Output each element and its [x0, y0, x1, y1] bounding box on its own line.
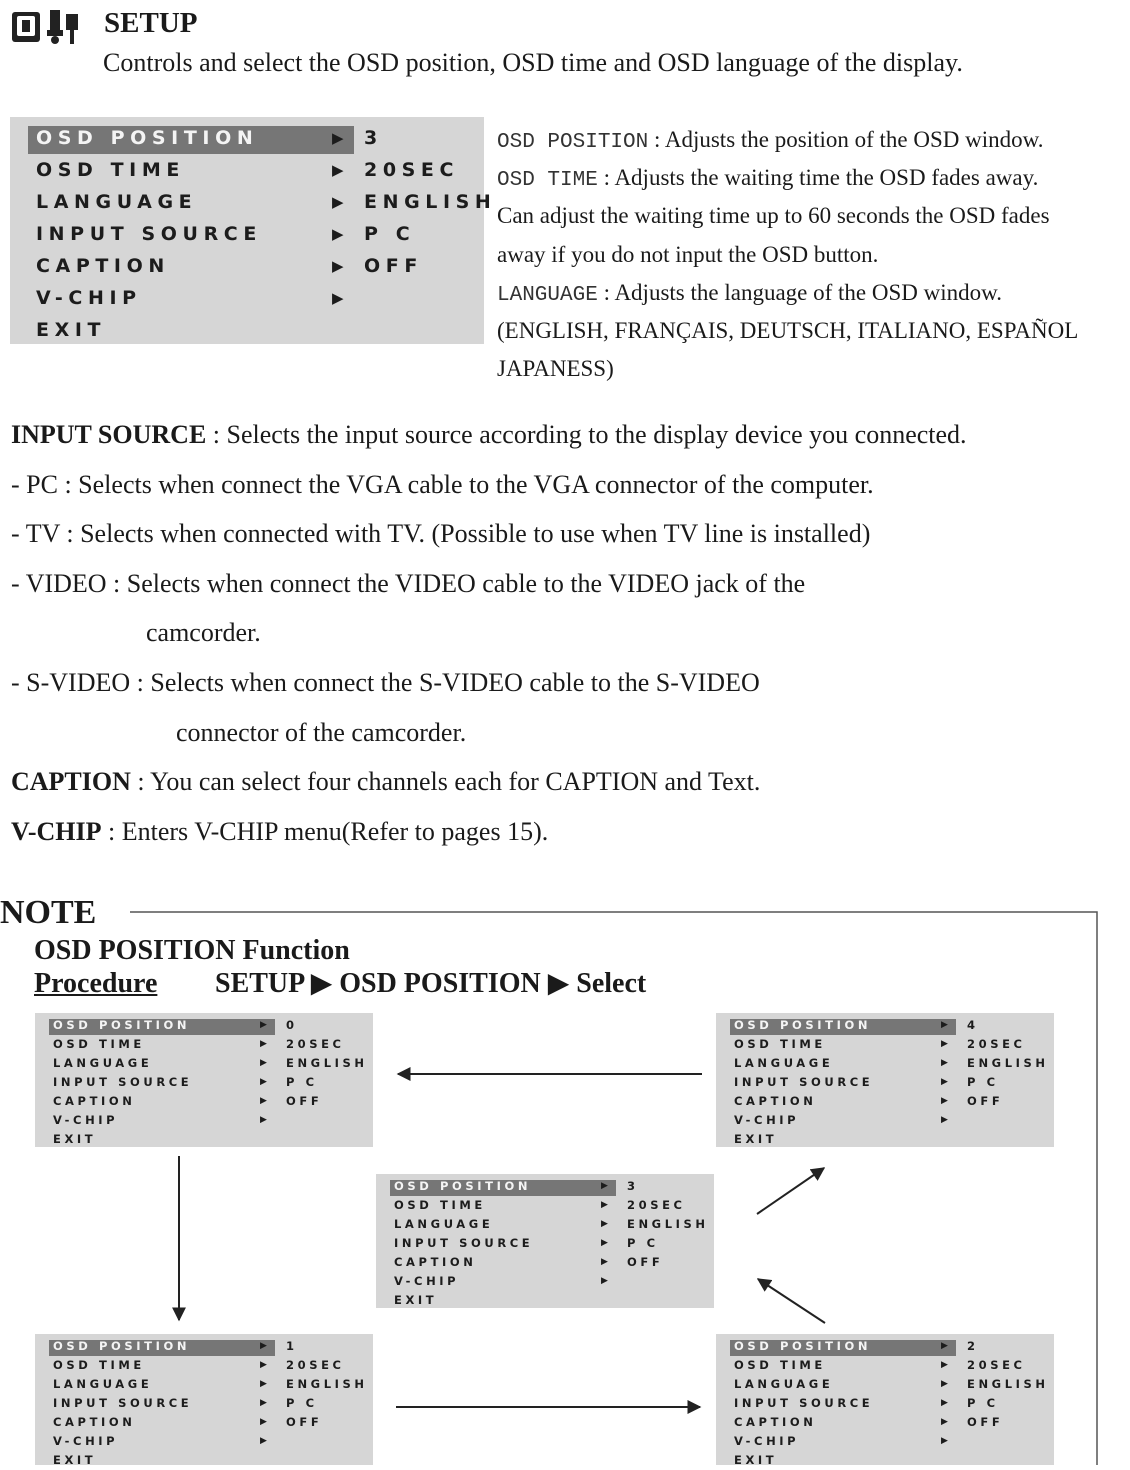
osd-menu-value: ENGLISH: [627, 1217, 709, 1231]
osd-menu-row[interactable]: [35, 1016, 373, 1035]
svideo-paragraph-line-2: connector of the camcorder.: [176, 718, 467, 747]
osd-menu-value: ENGLISH: [967, 1056, 1049, 1070]
osd-menu-value: 4: [967, 1018, 979, 1032]
osd-menu-row[interactable]: [716, 1337, 1054, 1356]
submenu-arrow-icon: ▶: [941, 1115, 948, 1125]
osd-menu-row[interactable]: [35, 1035, 373, 1054]
submenu-arrow-icon: ▶: [601, 1219, 608, 1229]
pc-paragraph: - PC : Selects when connect the VGA cable to the VGA connector of the computer.: [11, 470, 874, 499]
osd-menu-label: OSD POSITION: [53, 1018, 191, 1032]
osd-menu-label: CAPTION: [36, 255, 170, 277]
submenu-arrow-icon: ▶: [260, 1360, 267, 1370]
diagram-menu-position-3: [376, 1174, 714, 1308]
tv-paragraph: - TV : Selects when connected with TV. (Possible to use when TV line is installed): [11, 519, 871, 548]
osd-menu-row[interactable]: [35, 1432, 373, 1451]
submenu-arrow-icon: ▶: [260, 1039, 267, 1049]
osd-menu-row[interactable]: [376, 1177, 714, 1196]
osd-menu-value: 1: [286, 1339, 298, 1353]
osd-menu-row[interactable]: [35, 1451, 373, 1470]
osd-time-text: : Adjusts the waiting time the OSD fades away.: [597, 165, 1039, 190]
submenu-arrow-icon: ▶: [601, 1200, 608, 1210]
osd-menu-row[interactable]: [716, 1130, 1054, 1149]
diagram-menu-position-2: [716, 1334, 1054, 1465]
diagram-menu-position-0: [35, 1013, 373, 1147]
osd-menu-row[interactable]: [35, 1130, 373, 1149]
osd-menu-row[interactable]: [35, 1054, 373, 1073]
osd-menu-label: LANGUAGE: [734, 1056, 834, 1070]
submenu-arrow-icon: ▶: [260, 1379, 267, 1389]
osd-menu-row[interactable]: [716, 1375, 1054, 1394]
osd-menu-value: P C: [627, 1236, 659, 1250]
submenu-arrow-icon: ▶: [941, 1398, 948, 1408]
submenu-arrow-icon: ▶: [260, 1020, 267, 1030]
language-text: : Adjusts the language of the OSD window.: [597, 280, 1002, 305]
osd-menu-row[interactable]: [35, 1375, 373, 1394]
osd-menu-label: LANGUAGE: [734, 1377, 834, 1391]
input-source-text: : Selects the input source according to the display device you connected.: [206, 420, 967, 449]
osd-menu-row[interactable]: [35, 1356, 373, 1375]
osd-time-line-2: Can adjust the waiting time up to 60 seconds the OSD fades: [497, 203, 1050, 228]
submenu-arrow-icon: ▶: [260, 1417, 267, 1427]
osd-menu-value: P C: [286, 1075, 318, 1089]
submenu-arrow-icon: ▶: [260, 1077, 267, 1087]
diagram-menu-position-4: [716, 1013, 1054, 1147]
osd-menu-value: ENGLISH: [364, 191, 497, 213]
submenu-arrow-icon: ▶: [601, 1276, 608, 1286]
osd-menu-label: CAPTION: [53, 1094, 136, 1108]
osd-menu-value: 2: [967, 1339, 979, 1353]
osd-menu-row[interactable]: [35, 1111, 373, 1130]
osd-menu-label: OSD TIME: [734, 1037, 826, 1051]
osd-menu-label: LANGUAGE: [53, 1377, 153, 1391]
note-title: NOTE: [0, 894, 97, 931]
osd-menu-label: V-CHIP: [53, 1434, 119, 1448]
osd-menu-value: OFF: [286, 1415, 323, 1429]
language-line-3: JAPANESS): [497, 356, 614, 381]
osd-menu-label: INPUT SOURCE: [734, 1075, 874, 1089]
osd-menu-row[interactable]: [716, 1111, 1054, 1130]
osd-menu-value: ENGLISH: [967, 1377, 1049, 1391]
osd-menu-row[interactable]: [376, 1272, 714, 1291]
osd-menu-label: OSD POSITION: [394, 1179, 532, 1193]
submenu-arrow-icon: ▶: [260, 1341, 267, 1351]
video-paragraph-line-2: camcorder.: [146, 618, 261, 647]
osd-menu-label: INPUT SOURCE: [53, 1396, 193, 1410]
osd-menu-row[interactable]: [35, 1092, 373, 1111]
osd-menu-row[interactable]: [716, 1035, 1054, 1054]
osd-menu-row[interactable]: [376, 1291, 714, 1310]
submenu-arrow-icon: ▶: [941, 1341, 948, 1351]
submenu-arrow-icon: ▶: [941, 1360, 948, 1370]
osd-menu-label: OSD POSITION: [53, 1339, 191, 1353]
submenu-arrow-icon: ▶: [332, 225, 344, 243]
osd-menu-value: OFF: [627, 1255, 664, 1269]
osd-menu-value: ENGLISH: [286, 1056, 368, 1070]
osd-menu-label: INPUT SOURCE: [53, 1075, 193, 1089]
submenu-arrow-icon: ▶: [941, 1096, 948, 1106]
osd-menu-label: OSD POSITION: [734, 1339, 872, 1353]
osd-menu-label: OSD TIME: [53, 1037, 145, 1051]
osd-position-term: OSD POSITION: [497, 131, 649, 154]
page-title: SETUP: [104, 7, 198, 39]
osd-menu-value: OFF: [967, 1094, 1004, 1108]
submenu-arrow-icon: ▶: [601, 1238, 608, 1248]
submenu-arrow-icon: ▶: [941, 1039, 948, 1049]
osd-menu-value: 3: [364, 127, 383, 149]
osd-menu-label: EXIT: [734, 1453, 778, 1467]
submenu-arrow-icon: ▶: [260, 1398, 267, 1408]
submenu-arrow-icon: ▶: [332, 129, 344, 147]
osd-menu-value: 20SEC: [286, 1358, 345, 1372]
note-function-title: OSD POSITION Function: [34, 935, 350, 966]
osd-menu-label: CAPTION: [394, 1255, 477, 1269]
osd-menu-label: OSD POSITION: [36, 127, 259, 149]
diagram-menu-position-1: [35, 1334, 373, 1465]
osd-menu-value: 20SEC: [967, 1358, 1026, 1372]
osd-menu-label: V-CHIP: [734, 1434, 800, 1448]
osd-menu-label: OSD POSITION: [734, 1018, 872, 1032]
osd-menu-row[interactable]: [35, 1394, 373, 1413]
submenu-arrow-icon: ▶: [601, 1181, 608, 1191]
svideo-paragraph-line-1: - S-VIDEO : Selects when connect the S-VIDEO cable to the S-VIDEO: [11, 668, 760, 697]
osd-menu-label: EXIT: [394, 1293, 438, 1307]
osd-menu-row[interactable]: [716, 1073, 1054, 1092]
submenu-arrow-icon: ▶: [941, 1417, 948, 1427]
osd-menu-label: INPUT SOURCE: [394, 1236, 534, 1250]
video-paragraph-line-1: - VIDEO : Selects when connect the VIDEO cable to the VIDEO jack of the: [11, 569, 806, 598]
osd-menu-value: OFF: [364, 255, 423, 277]
osd-menu-label: OSD TIME: [394, 1198, 486, 1212]
language-term: LANGUAGE: [497, 284, 598, 307]
osd-menu-value: P C: [364, 223, 416, 245]
submenu-arrow-icon: ▶: [941, 1020, 948, 1030]
vchip-text: : Enters V-CHIP menu(Refer to pages 15).: [101, 817, 549, 846]
submenu-arrow-icon: ▶: [941, 1077, 948, 1087]
osd-menu-label: CAPTION: [734, 1415, 817, 1429]
osd-menu-label: V-CHIP: [36, 287, 142, 309]
osd-menu-row[interactable]: [716, 1016, 1054, 1035]
osd-menu-row[interactable]: [716, 1394, 1054, 1413]
osd-position-text: : Adjusts the position of the OSD window.: [648, 127, 1044, 152]
osd-menu-row[interactable]: [35, 1073, 373, 1092]
osd-menu-value: OFF: [286, 1094, 323, 1108]
caption-text: : You can select four channels each for CAPTION and Text.: [130, 767, 761, 796]
submenu-arrow-icon: ▶: [260, 1115, 267, 1125]
procedure-steps: SETUP ▶ OSD POSITION ▶ Select: [215, 968, 647, 999]
input-source-term: INPUT SOURCE: [11, 420, 207, 449]
submenu-arrow-icon: ▶: [941, 1058, 948, 1068]
osd-menu-label: CAPTION: [53, 1415, 136, 1429]
osd-menu-value: OFF: [967, 1415, 1004, 1429]
submenu-arrow-icon: ▶: [260, 1096, 267, 1106]
submenu-arrow-icon: ▶: [941, 1379, 948, 1389]
osd-menu-row[interactable]: [376, 1253, 714, 1272]
osd-menu-label: EXIT: [53, 1453, 97, 1467]
osd-menu-row[interactable]: [376, 1196, 714, 1215]
submenu-arrow-icon: ▶: [941, 1436, 948, 1446]
submenu-arrow-icon: ▶: [332, 193, 344, 211]
osd-menu-value: P C: [967, 1396, 999, 1410]
page-description: Controls and select the OSD position, OSD time and OSD language of the display.: [103, 48, 963, 77]
osd-menu-label: EXIT: [53, 1132, 97, 1146]
osd-menu-label: V-CHIP: [394, 1274, 460, 1288]
osd-menu-label: V-CHIP: [53, 1113, 119, 1127]
osd-menu-row[interactable]: [376, 1215, 714, 1234]
caption-term: CAPTION: [11, 767, 131, 796]
osd-menu-label: OSD TIME: [734, 1358, 826, 1372]
osd-menu-value: P C: [967, 1075, 999, 1089]
osd-menu-value: 20SEC: [286, 1037, 345, 1051]
osd-menu-row[interactable]: [716, 1451, 1054, 1470]
osd-menu-label: LANGUAGE: [394, 1217, 494, 1231]
osd-menu-row[interactable]: [716, 1356, 1054, 1375]
osd-menu-label: EXIT: [36, 319, 107, 341]
osd-menu-row[interactable]: [716, 1092, 1054, 1111]
osd-menu-label: V-CHIP: [734, 1113, 800, 1127]
osd-menu-label: EXIT: [734, 1132, 778, 1146]
osd-menu-row[interactable]: [35, 1413, 373, 1432]
osd-menu-value: P C: [286, 1396, 318, 1410]
osd-time-term: OSD TIME: [497, 169, 598, 192]
osd-menu-label: OSD TIME: [36, 159, 185, 181]
osd-menu-value: 20SEC: [364, 159, 460, 181]
submenu-arrow-icon: ▶: [332, 289, 344, 307]
submenu-arrow-icon: ▶: [260, 1436, 267, 1446]
language-line-2: (ENGLISH, FRANÇAIS, DEUTSCH, ITALIANO, ESPAÑOL: [497, 318, 1079, 343]
osd-menu-label: LANGUAGE: [36, 191, 198, 213]
osd-menu-label: OSD TIME: [53, 1358, 145, 1372]
osd-menu-value: 3: [627, 1179, 639, 1193]
osd-menu-row[interactable]: [716, 1054, 1054, 1073]
osd-menu-value: 20SEC: [627, 1198, 686, 1212]
osd-menu-value: 20SEC: [967, 1037, 1026, 1051]
osd-time-line-3: away if you do not input the OSD button.: [497, 242, 879, 267]
submenu-arrow-icon: ▶: [601, 1257, 608, 1267]
osd-menu-label: INPUT SOURCE: [734, 1396, 874, 1410]
osd-menu-row[interactable]: [376, 1234, 714, 1253]
vchip-term: V-CHIP: [11, 817, 102, 846]
submenu-arrow-icon: ▶: [332, 161, 344, 179]
submenu-arrow-icon: ▶: [332, 257, 344, 275]
osd-menu-row[interactable]: [716, 1432, 1054, 1451]
submenu-arrow-icon: ▶: [260, 1058, 267, 1068]
osd-menu-label: INPUT SOURCE: [36, 223, 262, 245]
osd-menu-row[interactable]: [35, 1337, 373, 1356]
procedure-label: Procedure: [34, 968, 158, 999]
osd-menu-value: ENGLISH: [286, 1377, 368, 1391]
osd-menu-label: LANGUAGE: [53, 1056, 153, 1070]
osd-menu-value: 0: [286, 1018, 298, 1032]
osd-menu-row[interactable]: [716, 1413, 1054, 1432]
osd-menu-label: CAPTION: [734, 1094, 817, 1108]
